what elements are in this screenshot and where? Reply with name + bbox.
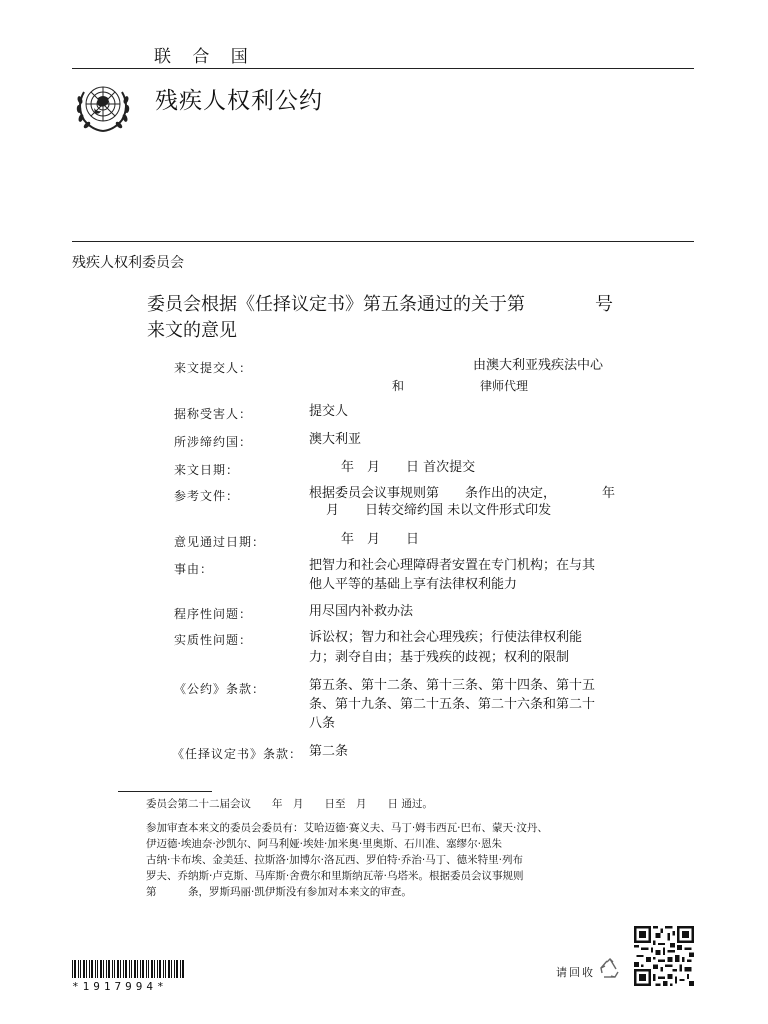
footnote-line: 参加审查本来文的委员会委员有：艾哈迈德·赛义夫、马丁·姆韦西瓦·巴布、蒙天·汶丹、 bbox=[146, 822, 548, 834]
state-party-value: 澳大利亚 bbox=[309, 432, 362, 447]
substantive-line-1: 诉讼权；智力和社会心理残疾；行使法律权利能 bbox=[309, 630, 583, 645]
heading-number-suffix: 号 bbox=[595, 294, 613, 315]
victim-label: 据称受害人： bbox=[174, 407, 253, 421]
references-line-1: 根据委员会议事规则第 条作出的决定， bbox=[309, 486, 557, 501]
convention-articles-line-2: 条、第十九条、第二十五条、第二十六条和第二十 bbox=[309, 697, 596, 712]
footnote-line: 罗夫、乔纳斯·卢克斯、马库斯·舍费尔和里斯纳瓦蒂·乌塔米。根据委员会议事规则 bbox=[146, 870, 524, 882]
convention-articles-line-1: 第五条、第十二条、第十三条、第十四条、第十五 bbox=[309, 678, 596, 693]
comm-date-value: 年 月 日 首次提交 bbox=[341, 460, 476, 475]
heading-line-2: 来文的意见 bbox=[147, 320, 237, 341]
header-divider bbox=[72, 68, 694, 69]
substantive-line-2: 力；剥夺自由；基于残疾的歧视；权利的限制 bbox=[309, 650, 570, 665]
footnote-divider bbox=[118, 791, 212, 792]
views-heading bbox=[147, 292, 617, 344]
footnote-line: 古纳·卡布埃、金美廷、拉斯洛·加博尔·洛瓦西、罗伯特·乔治·马丁、德米特里·列布 bbox=[146, 854, 524, 866]
subject-label: 事由： bbox=[174, 562, 214, 576]
recycle-icon bbox=[598, 957, 622, 981]
protocol-articles-value: 第二条 bbox=[309, 744, 349, 759]
substantive-label: 实质性问题： bbox=[174, 633, 253, 647]
comm-date-label: 来文日期： bbox=[174, 463, 240, 477]
org-name: 联 合 国 bbox=[154, 47, 256, 67]
victim-value: 提交人 bbox=[309, 404, 349, 419]
footnote-adoption: 委员会第二十二届会议 年 月 日至 月 日 通过。 bbox=[146, 798, 433, 810]
submitter-label: 来文提交人： bbox=[174, 361, 253, 375]
heading-line-1: 委员会根据《任择议定书》第五条通过的关于第 bbox=[147, 294, 525, 315]
barcode-icon bbox=[72, 960, 184, 978]
adoption-date-value: 年 月 日 bbox=[341, 532, 420, 547]
references-label: 参考文件： bbox=[174, 489, 240, 503]
procedural-value: 用尽国内补救办法 bbox=[309, 604, 414, 619]
references-year: 年 bbox=[602, 486, 616, 501]
subject-line-1: 把智力和社会心理障碍者安置在专门机构；在与其 bbox=[309, 558, 596, 573]
protocol-articles-label: 《任择议定书》条款： bbox=[172, 747, 303, 761]
procedural-label: 程序性问题： bbox=[174, 607, 253, 621]
footnote-line: 伊迈德·埃迪奈·沙凯尔、阿马利娅·埃娃·加米奥·里奥斯、石川准、塞缪尔·恩朱 bbox=[146, 838, 503, 850]
footnote-line: 第 条，罗斯玛丽·凯伊斯没有参加对本来文的审查。 bbox=[146, 886, 412, 898]
references-line-2: 月 日转交缔约国 未以文件形式印发 bbox=[326, 503, 552, 518]
convention-articles-label: 《公约》条款： bbox=[174, 682, 266, 696]
barcode-number: *1917994* bbox=[72, 980, 168, 993]
submitter-line-2: 律师代理 bbox=[480, 379, 529, 393]
submitter-line-1: 由澳大利亚残疾法中心 bbox=[473, 358, 604, 373]
qr-code-icon bbox=[634, 926, 694, 986]
recycle-label: 请回收 bbox=[556, 966, 595, 979]
section-divider bbox=[72, 241, 694, 242]
un-emblem-icon bbox=[72, 78, 134, 134]
convention-articles-line-3: 八条 bbox=[309, 716, 336, 731]
footnote-members bbox=[146, 820, 548, 900]
adoption-date-label: 意见通过日期： bbox=[174, 535, 266, 549]
submitter-and: 和 bbox=[392, 379, 405, 393]
subject-line-2: 他人平等的基础上享有法律权利能力 bbox=[309, 577, 518, 592]
document-title: 残疾人权利公约 bbox=[155, 88, 323, 114]
state-party-label: 所涉缔约国： bbox=[174, 435, 253, 449]
committee-name: 残疾人权利委员会 bbox=[72, 255, 184, 271]
